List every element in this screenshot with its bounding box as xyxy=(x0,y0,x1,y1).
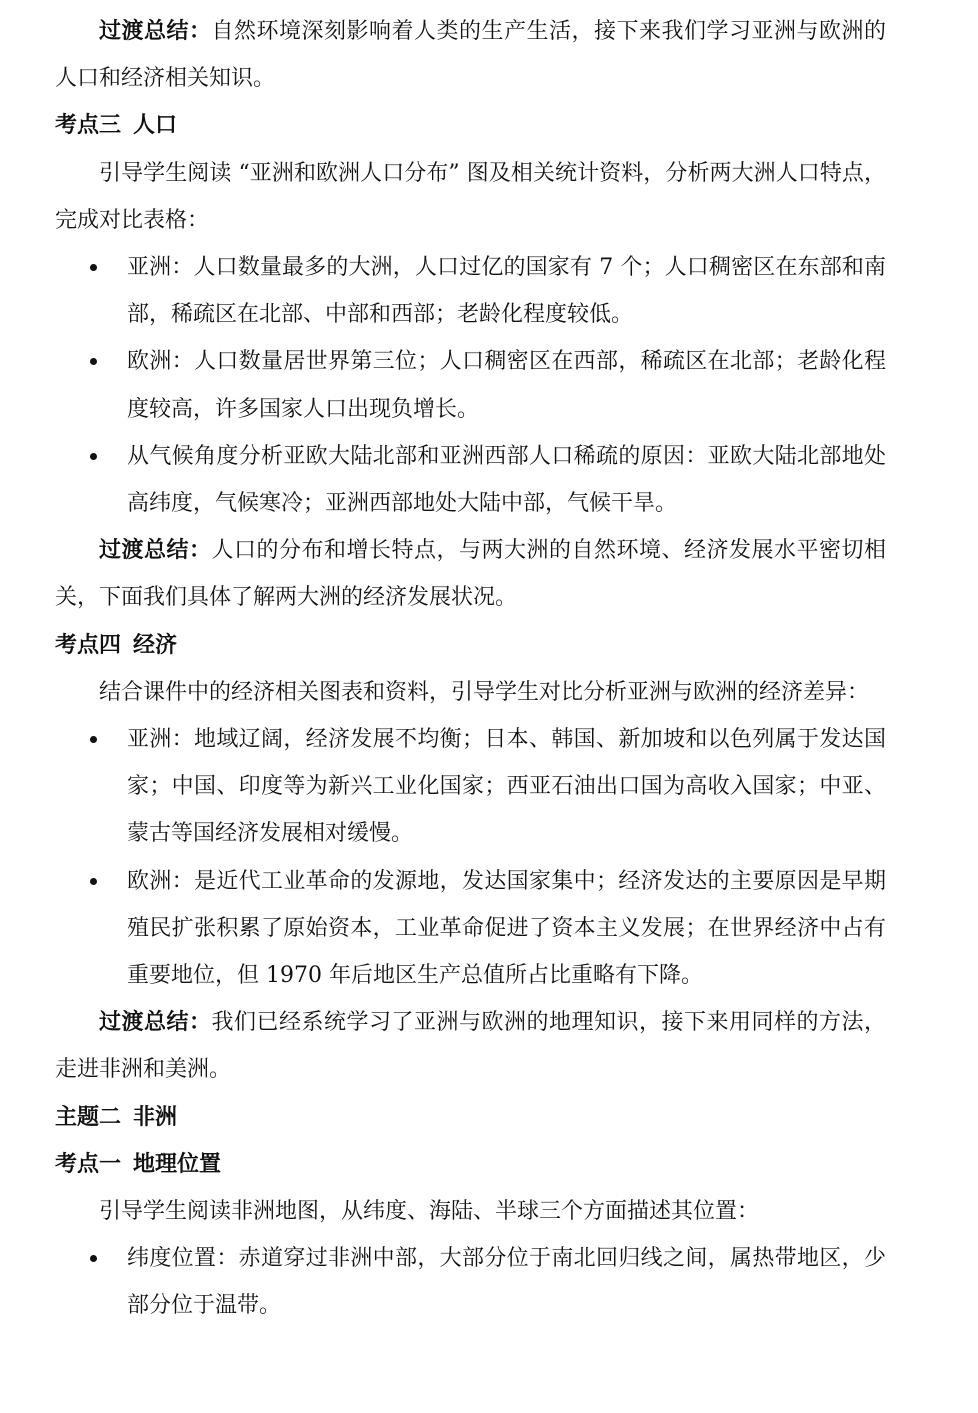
transition-summary-text: 我们已经系统学习了亚洲与欧洲的地理知识，接下来用同样的方法，走进非洲和美洲。 xyxy=(55,1010,886,1083)
section-number: 考点三 xyxy=(55,112,122,139)
list-item: 欧洲：人口数量居世界第三位；人口稠密区在西部，稀疏区在北部；老龄化程度较高，许多国家人口出现负增长。 xyxy=(127,338,886,432)
transition-summary-text: 人口的分布和增长特点，与两大洲的自然环境、经济发展水平密切相关，下面我们具体了解两大洲的经济发展状况。 xyxy=(55,538,886,611)
section-title: 人口 xyxy=(133,112,178,139)
transition-summary-label: 过渡总结： xyxy=(99,18,212,44)
economy-intro-paragraph: 结合课件中的经济相关图表和资料，引导学生对比分析亚洲与欧洲的经济差异： xyxy=(99,679,870,705)
section-heading-population xyxy=(55,102,886,149)
transition-summary-paragraph xyxy=(55,527,886,621)
section-title: 经济 xyxy=(133,631,178,658)
section-heading-location xyxy=(55,1141,886,1188)
transition-summary-paragraph xyxy=(55,999,886,1093)
list-item: 亚洲：人口数量最多的大洲，人口过亿的国家有 7 个；人口稠密区在东部和南部，稀疏区在北部、中部和西部；老龄化程度较低。 xyxy=(127,244,886,338)
location-intro-paragraph: 引导学生阅读非洲地图，从纬度、海陆、半球三个方面描述其位置： xyxy=(99,1199,760,1225)
transition-summary-label: 过渡总结： xyxy=(99,537,212,564)
list-item: 纬度位置：赤道穿过非洲中部，大部分位于南北回归线之间，属热带地区，少部分位于温带。 xyxy=(127,1235,886,1329)
section-title: 地理位置 xyxy=(133,1150,222,1177)
transition-summary-text: 自然环境深刻影响着人类的生产生活，接下来我们学习亚洲与欧洲的人口和经济相关知识。 xyxy=(55,19,886,92)
transition-summary-label: 过渡总结： xyxy=(99,1009,212,1036)
theme-title: 非洲 xyxy=(133,1103,178,1130)
section-number: 考点四 xyxy=(55,631,122,658)
theme-number: 主题二 xyxy=(55,1103,122,1130)
section-number: 考点一 xyxy=(55,1150,122,1177)
transition-summary-paragraph xyxy=(55,8,886,102)
population-bullet-list xyxy=(55,244,886,527)
location-bullet-list xyxy=(55,1235,886,1329)
list-item: 欧洲：是近代工业革命的发源地，发达国家集中；经济发达的主要原因是早期殖民扩张积累了原始资本，工业革命促进了资本主义发展；在世界经济中占有重要地位，但 1970 年后地区生产总值所占比重略有下降。 xyxy=(127,858,886,1000)
section-heading-economy xyxy=(55,622,886,669)
list-item: 从气候角度分析亚欧大陆北部和亚洲西部人口稀疏的原因：亚欧大陆北部地处高纬度，气候寒冷；亚洲西部地处大陆中部，气候干旱。 xyxy=(127,433,886,527)
list-item: 亚洲：地域辽阔，经济发展不均衡；日本、韩国、新加坡和以色列属于发达国家；中国、印度等为新兴工业化国家；西亚石油出口国为高收入国家；中亚、蒙古等国经济发展相对缓慢。 xyxy=(127,716,886,858)
economy-bullet-list xyxy=(55,716,886,999)
population-intro-paragraph: 引导学生阅读 “亚洲和欧洲人口分布” 图及相关统计资料，分析两大洲人口特点，完成对比表格： xyxy=(55,160,886,233)
theme-heading-africa xyxy=(55,1094,886,1141)
